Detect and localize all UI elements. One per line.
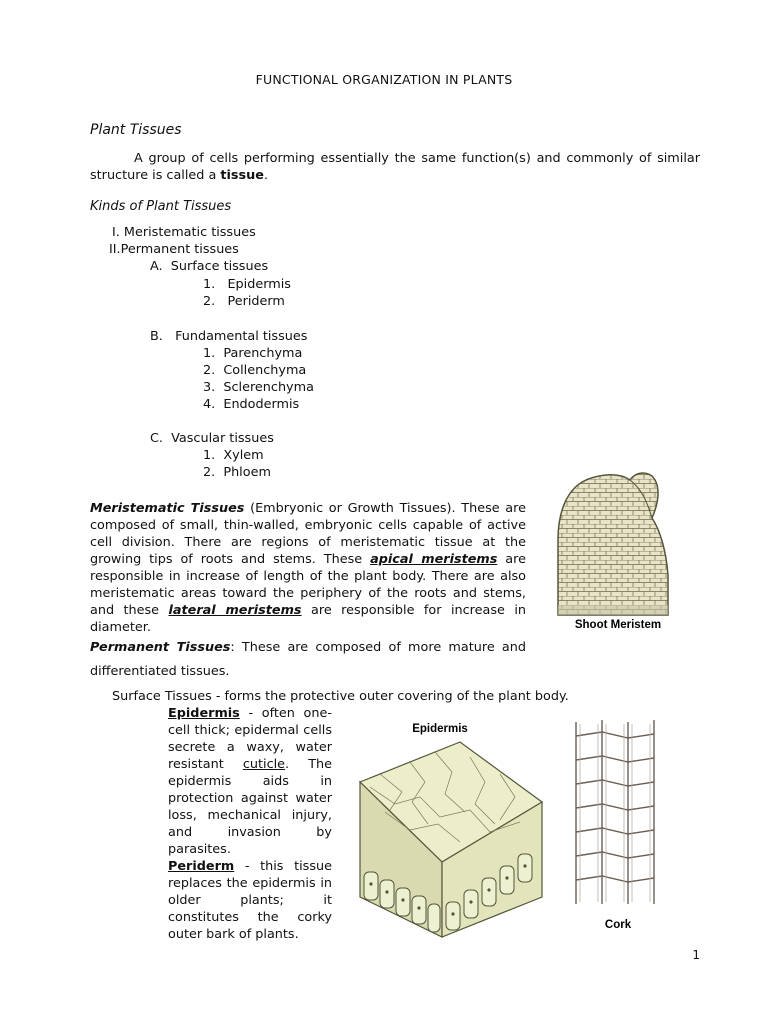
- page-number: 1: [692, 948, 700, 962]
- lateral-meristems-term: lateral meristems: [168, 603, 302, 618]
- outline-item: [203, 396, 299, 413]
- tissue-definition-text: A group of cells performing essentially the same function(s) and commonly of similar structure is called a: [90, 151, 700, 183]
- epidermis-illustration: [350, 712, 550, 944]
- outline-label: Collenchyma: [223, 363, 307, 378]
- cork-caption: Cork: [604, 919, 632, 931]
- surface-definitions: [168, 705, 332, 943]
- outline-marker: 2.: [203, 363, 216, 378]
- outline-item: [203, 464, 271, 481]
- outline-item: [203, 447, 264, 464]
- outline-item: [203, 276, 291, 293]
- outline-marker: A.: [150, 259, 163, 274]
- shoot-meristem-illustration: [548, 470, 688, 630]
- outline-marker: B.: [150, 329, 163, 344]
- outline-label: Surface tissues: [170, 259, 269, 274]
- outline-label: Permanent tissues: [120, 242, 239, 257]
- epidermis-term: Epidermis: [168, 706, 240, 721]
- heading-kinds: Kinds of Plant Tissues: [90, 199, 232, 214]
- cork-illustration: [562, 718, 674, 934]
- periderm-term: Periderm: [168, 859, 235, 874]
- meristematic-term: Meristematic Tissues: [90, 501, 245, 516]
- outline-marker: II.: [109, 242, 121, 257]
- periderm-text: - this tissue replaces the epidermis in older plants; it constitutes the corky outer bark of plants.: [168, 859, 332, 942]
- epidermis-caption: Epidermis: [412, 723, 468, 735]
- meristematic-text-3: are responsible for increase in diameter.: [90, 603, 526, 635]
- permanent-text: : These are composed of more mature and differentiated tissues.: [90, 640, 526, 679]
- outline-marker: 2.: [203, 294, 216, 309]
- outline-label: Epidermis: [227, 277, 291, 292]
- permanent-paragraph: [90, 636, 526, 684]
- outline-marker: 1.: [203, 448, 216, 463]
- meristematic-paragraph: [90, 500, 526, 636]
- outline-label: Endodermis: [223, 397, 300, 412]
- outline-marker: 2.: [203, 465, 216, 480]
- outline-label: Fundamental tissues: [175, 329, 308, 344]
- epidermis-text-1: - often one-cell thick; epidermal cells secrete a waxy, water resistant: [168, 706, 332, 772]
- cuticle-term: cuticle: [242, 757, 286, 772]
- tissue-term: tissue: [220, 168, 264, 183]
- page-title: FUNCTIONAL ORGANIZATION IN PLANTS: [255, 72, 513, 87]
- surface-intro: Surface Tissues - forms the protective outer covering of the plant body.: [112, 689, 569, 704]
- meristematic-text-1: (Embryonic or Growth Tissues). These are composed of small, thin-walled, embryonic cells capable of active cell division. There are regions of meristematic tissue at the growing tips of roots and stems. These: [90, 501, 526, 567]
- outline-item: [150, 328, 307, 345]
- permanent-term: Permanent Tissues: [90, 640, 231, 655]
- outline-label: Vascular tissues: [171, 431, 274, 446]
- outline-item: [112, 224, 256, 241]
- outline-item: [109, 241, 239, 258]
- outline-label: Parenchyma: [223, 346, 303, 361]
- outline-marker: I.: [112, 225, 120, 240]
- outline-label: Periderm: [227, 294, 285, 309]
- outline-label: Xylem: [223, 448, 264, 463]
- tissue-definition-end: .: [263, 168, 269, 183]
- meristematic-text-2: are responsible in increase of length of the plant body. There are also meristematic areas toward the periphery of the roots and stems, and these: [90, 552, 527, 618]
- outline-item: [203, 362, 306, 379]
- outline-label: Phloem: [223, 465, 271, 480]
- shoot-meristem-caption: Shoot Meristem: [574, 619, 662, 630]
- heading-plant-tissues: Plant Tissues: [90, 122, 182, 138]
- tissue-definition: [90, 150, 700, 184]
- outline-marker: C.: [150, 431, 164, 446]
- apical-meristems-term: apical meristems: [370, 552, 498, 567]
- outline-marker: 4.: [203, 397, 216, 412]
- outline-item: [150, 258, 268, 275]
- outline-label: Meristematic tissues: [123, 225, 256, 240]
- outline-marker: 1.: [203, 277, 216, 292]
- outline-item: [203, 293, 285, 310]
- outline-marker: 3.: [203, 380, 216, 395]
- outline-item: [203, 379, 314, 396]
- outline-marker: 1.: [203, 346, 216, 361]
- outline-label: Sclerenchyma: [223, 380, 314, 395]
- epidermis-text-2: . The epidermis aids in protection against water loss, mechanical injury, and invasion by parasites.: [168, 757, 332, 857]
- outline-item: [150, 430, 274, 447]
- outline-item: [203, 345, 302, 362]
